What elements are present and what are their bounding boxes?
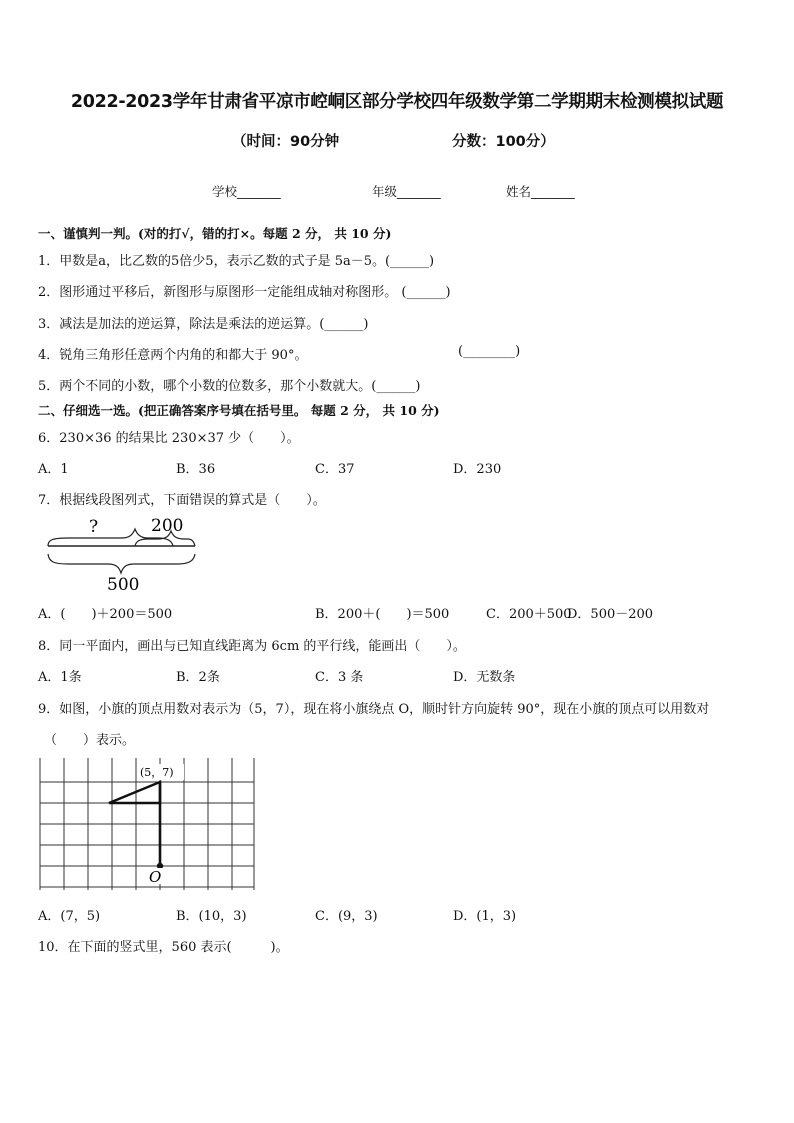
flag-shape [109,782,160,803]
question-5: 5．两个不同的小数，哪个小数的位数多，那个小数就大。(______) [38,379,421,394]
q9-option-c: C．(9，3) [315,909,378,924]
left-part-label: ? [89,517,99,537]
question-10: 10．在下面的竖式里，560 表示( )。 [38,940,289,955]
question-1: 1．甲数是a，比乙数的5倍少5，表示乙数的式子是 5a－5。(______) [38,254,435,269]
q6-option-d: D．230 [453,462,502,477]
brace-bottom [48,554,195,573]
grade-field: 年级_______ [372,184,441,199]
question-4: 4．锐角三角形任意两个内角的和都大于 90°。 [38,348,308,363]
q6-option-c: C．37 [315,462,355,477]
question-9-line-2: （ ）表示。 [44,733,136,748]
question-6: 6．230×36 的结果比 230×37 少（ ）。 [38,431,300,446]
q7-segment-diagram [38,512,208,596]
q8-option-c: C．3 条 [315,670,364,685]
question-4-blank: (________) [458,344,521,359]
q8-option-d: D．无数条 [453,670,516,685]
total-label: 500 [107,575,140,595]
name-field: 姓名_______ [506,184,575,199]
vertex-label: (5，7) [140,766,174,779]
q7-option-a: A．( )＋200＝500 [38,607,173,622]
question-8: 8．同一平面内，画出与已知直线距离为 6cm 的平行线，能画出（ ）。 [38,639,466,654]
q7-option-c: C．200＋500 [486,607,572,622]
question-7: 7．根据线段图列式，下面错误的算式是（ ）。 [38,493,326,508]
right-part-label: 200 [151,516,184,536]
q7-option-b: B．200＋( )＝500 [315,607,450,622]
q8-option-b: B．2条 [176,670,220,685]
page-title: 2022-2023学年甘肃省平凉市崆峒区部分学校四年级数学第二学期期末检测模拟试题 [70,92,724,112]
q9-option-b: B．(10，3) [176,909,247,924]
q7-option-d: D．500－200 [567,607,654,622]
q6-option-b: B．36 [176,462,216,477]
q8-option-a: A．1条 [38,670,82,685]
q6-option-a: A．1 [38,462,69,477]
section-2-heading: 二、仔细选一选。(把正确答案序号填在括号里。 每题 2 分， 共 10 分) [38,403,440,418]
q9-option-a: A．(7，5) [38,909,101,924]
question-3: 3．减法是加法的逆运算，除法是乘法的逆运算。(______) [38,317,369,332]
q9-grid-figure [34,758,260,894]
question-2: 2．图形通过平移后，新图形与原图形一定能组成轴对称图形。 (______) [38,285,451,300]
section-1-heading: 一、谨慎判一判。(对的打√，错的打×。每题 2 分， 共 10 分) [38,226,392,241]
origin-label: O [149,868,162,886]
q9-option-d: D．(1，3) [453,909,517,924]
time-info: （时间：90分钟 [232,134,340,150]
school-field: 学校_______ [212,184,281,199]
score-info: 分数：100分） [452,134,555,150]
question-9-line-1: 9．如图，小旗的顶点用数对表示为（5，7），现在将小旗绕点 O，顺时针方向旋转 90°，现在小旗的顶点可以用数对 [38,702,710,717]
